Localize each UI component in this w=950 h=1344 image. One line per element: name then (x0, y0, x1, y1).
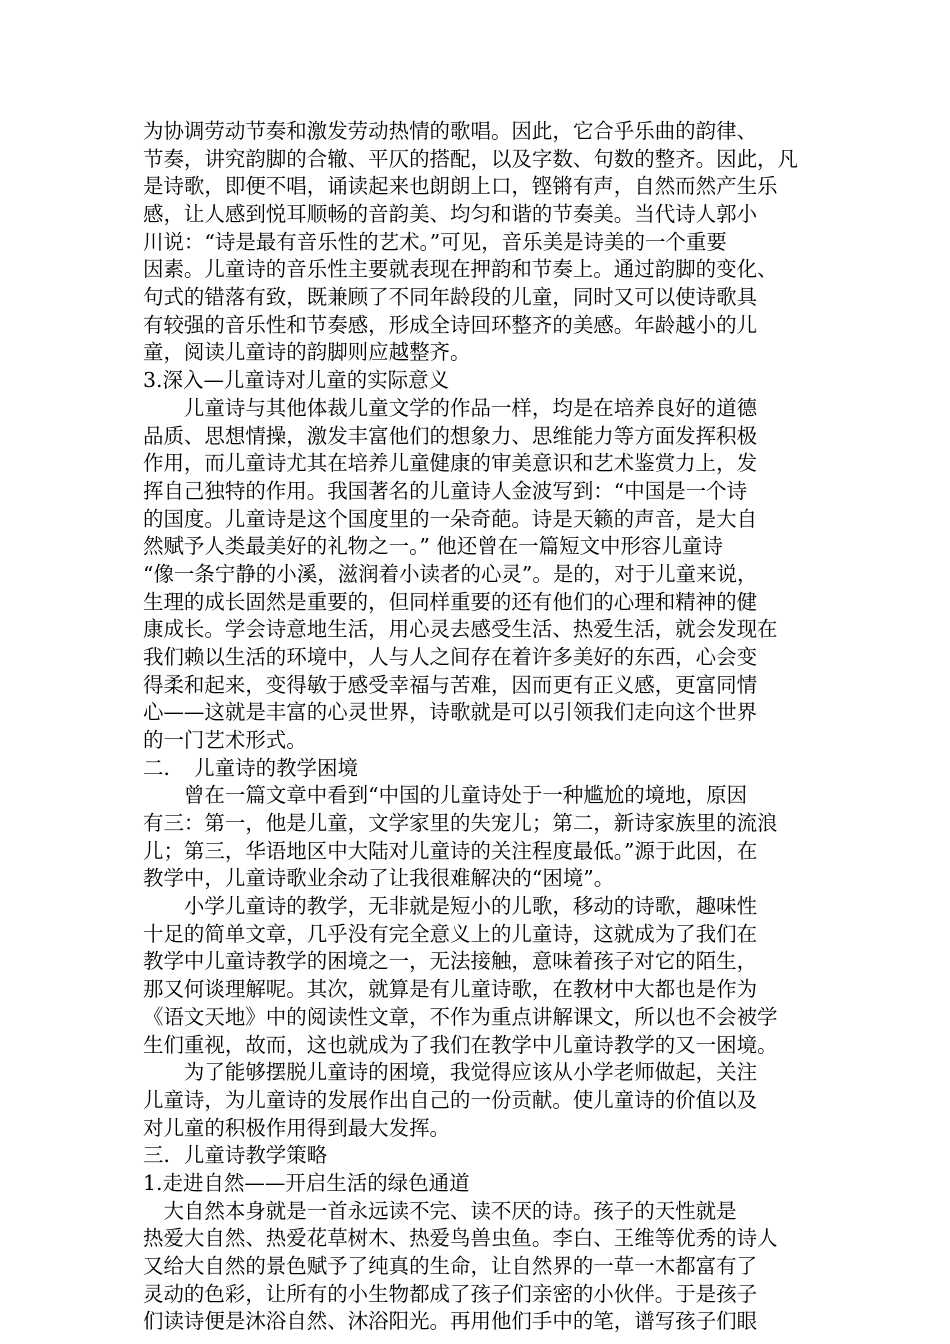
text-line: 川说：“诗是最有音乐性的艺术。”可见，音乐美是诗美的一个重要 (143, 229, 727, 254)
text-line: 节奏，讲究韵脚的合辙、平仄的搭配，以及字数、句数的整齐。因此，凡 (143, 146, 798, 171)
text-line: 三．儿童诗教学策略 (143, 1143, 328, 1168)
text-line: 挥自己独特的作用。我国著名的儿童诗人金波写到：“中国是一个诗 (143, 478, 748, 503)
text-line: 二． 儿童诗的教学困境 (143, 755, 358, 780)
text-line: 教学中，儿童诗歌业余动了让我很难解决的“困境”。 (143, 866, 615, 891)
text-line: 小学儿童诗的教学，无非就是短小的儿歌，移动的诗歌，趣味性 (143, 894, 758, 919)
text-line: 又给大自然的景色赋予了纯真的生命，让自然界的一草一木都富有了 (143, 1253, 758, 1278)
text-line: 因素。儿童诗的音乐性主要就表现在押韵和节奏上。通过韵脚的变化、 (143, 257, 778, 282)
text-line: 作用，而儿童诗尤其在培养儿童健康的审美意识和艺术鉴赏力上，发 (143, 451, 758, 476)
text-line: 《语文天地》中的阅读性文章，不作为重点讲解课文，所以也不会被学 (143, 1004, 778, 1029)
text-line: 然赋予人类最美好的礼物之一。” 他还曾在一篇短文中形容儿童诗 (143, 534, 723, 559)
text-line: 3.深入—儿童诗对儿童的实际意义 (143, 368, 450, 393)
text-line: 灵动的色彩，让所有的小生物都成了孩子们亲密的小伙伴。于是孩子 (143, 1281, 758, 1306)
text-line: 康成长。学会诗意地生活，用心灵去感受生活、热爱生活，就会发现在 (143, 617, 778, 642)
text-line: 为协调劳动节奏和激发劳动热情的歌唱。因此，它合乎乐曲的韵律、 (143, 119, 758, 143)
text-line: 生理的成长固然是重要的，但同样重要的还有他们的心理和精神的健 (143, 589, 758, 614)
text-line: 1.走进自然——开启生活的绿色通道 (143, 1170, 470, 1195)
text-line: 品质、思想情操，激发丰富他们的想象力、思维能力等方面发挥积极 (143, 423, 758, 448)
text-line: 句式的错落有致，既兼顾了不同年龄段的儿童，同时又可以使诗歌具 (143, 285, 758, 310)
text-line: 为了能够摆脱儿童诗的困境，我觉得应该从小学老师做起，关注 (143, 1060, 758, 1085)
text-line: 心——这就是丰富的心灵世界，诗歌就是可以引领我们走向这个世界 (143, 700, 758, 725)
text-line: 我们赖以生活的环境中，人与人之间存在着许多美好的东西，心会变 (143, 644, 758, 669)
text-line: 对儿童的积极作用得到最大发挥。 (143, 1115, 451, 1140)
text-line: 有较强的音乐性和节奏感，形成全诗回环整齐的美感。年龄越小的儿 (143, 312, 758, 337)
text-line: 教学中儿童诗教学的困境之一，无法接触，意味着孩子对它的陌生， (143, 949, 758, 974)
text-line: 十足的简单文章，几乎没有完全意义上的儿童诗，这就成为了我们在 (143, 921, 758, 946)
text-line: 得柔和起来，变得敏于感受幸福与苦难，因而更有正义感，更富同情 (143, 672, 758, 697)
text-line: 热爱大自然、热爱花草树木、热爱鸟兽虫鱼。李白、王维等优秀的诗人 (143, 1226, 778, 1251)
text-line: 感，让人感到悦耳顺畅的音韵美、均匀和谐的节奏美。当代诗人郭小 (143, 202, 758, 227)
text-line: 生们重视，故而，这也就成为了我们在教学中儿童诗教学的又一困境。 (143, 1032, 778, 1057)
text-line: 有三：第一，他是儿童，文学家里的失宠儿；第二，新诗家族里的流浪 (143, 811, 778, 836)
text-line: 曾在一篇文章中看到“中国的儿童诗处于一种尴尬的境地，原因 (143, 783, 748, 808)
text-line: 的一门艺术形式。 (143, 728, 307, 752)
text-line: 们读诗便是沐浴自然、沐浴阳光。再用他们手中的笔，谱写孩子们眼 (143, 1309, 758, 1334)
text-line: 是诗歌，即便不唱，诵读起来也朗朗上口，铿锵有声，自然而然产生乐 (143, 174, 778, 199)
text-line: 的国度。儿童诗是这个国度里的一朵奇葩。诗是天籁的声音，是大自 (143, 506, 758, 531)
text-line: 童，阅读儿童诗的韵脚则应越整齐。 (143, 340, 471, 365)
text-line: 儿；第三，华语地区中大陆对儿童诗的关注程度最低。”源于此因，在 (143, 838, 758, 863)
text-line: “像一条宁静的小溪，滋润着小读者的心灵”。是的，对于儿童来说， (143, 561, 758, 586)
text-line: 大自然本身就是一首永远读不完、读不厌的诗。孩子的天性就是 (143, 1198, 737, 1223)
text-line: 儿童诗，为儿童诗的发展作出自己的一份贡献。使儿童诗的价值以及 (143, 1087, 758, 1112)
text-line: 那又何谈理解呢。其次，就算是有儿童诗歌，在教材中大都也是作为 (143, 977, 758, 1002)
text-line: 儿童诗与其他体裁儿童文学的作品一样，均是在培养良好的道德 (143, 395, 758, 420)
